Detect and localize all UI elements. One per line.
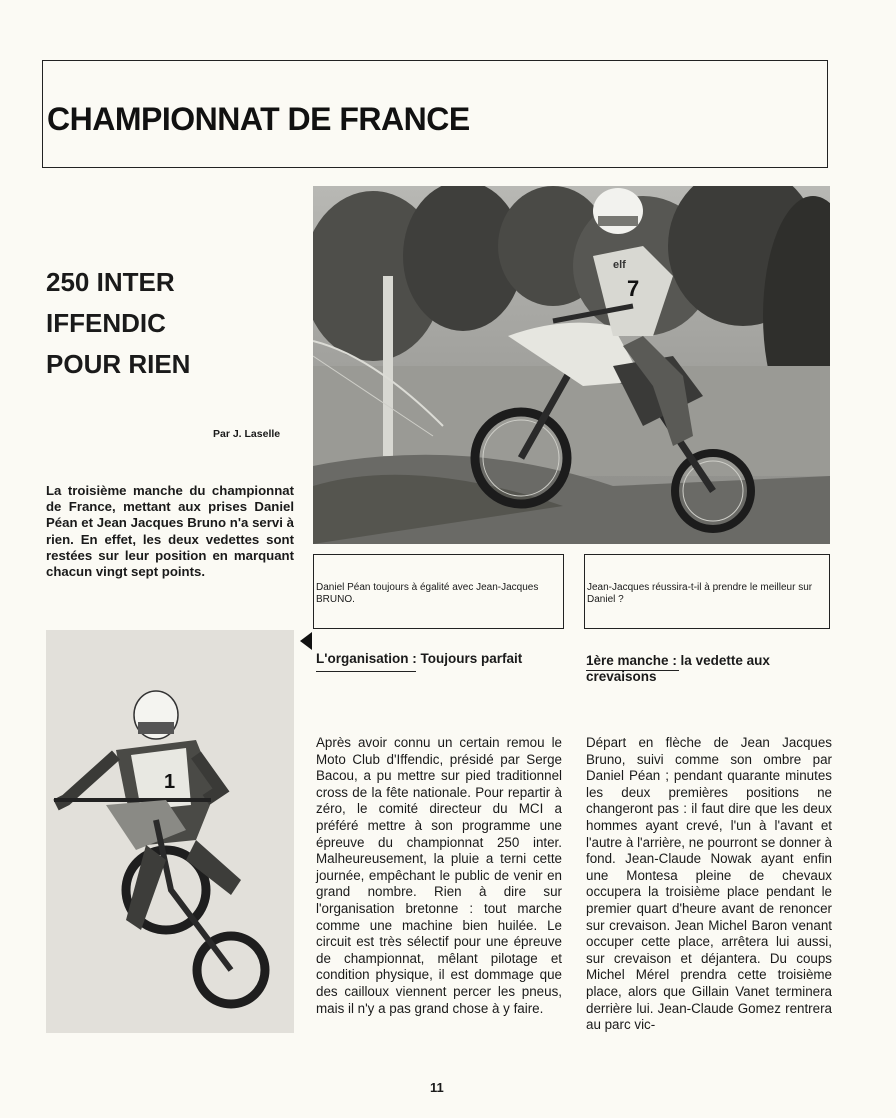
page-number: 11 [430, 1080, 444, 1095]
heading-underline [316, 671, 416, 672]
caption-photo-1 [313, 554, 564, 629]
rider-number-top: 7 [627, 276, 640, 301]
rider-bib-text: elf [613, 259, 626, 271]
headline-line-2: IFFENDIC [46, 308, 166, 338]
intro-paragraph: La troisième manche du championnat de France, mettant aux prises Daniel Péan et Jean Jacques Bruno n'a servi à rien. En effet, les deux vedettes sont restées sur leur position en marquant chacun vingt sept points. [46, 483, 294, 580]
section-heading-manche1-lead: 1ère manche [586, 653, 669, 668]
section-heading-manche1-rest: : la vedette aux crevaisons [586, 653, 770, 684]
byline: Par J. Laselle [213, 428, 281, 440]
caption-1-text: Daniel Péan toujours à égalité avec Jean-Jacques BRUNO. [316, 582, 539, 605]
header-box [42, 60, 828, 168]
photo-rider-jump [313, 186, 830, 544]
caption-2-text: Jean-Jacques réussira-t-il à prendre le meilleur sur Daniel ? [587, 582, 813, 605]
body-text-manche1: Départ en flèche de Jean Jacques Bruno, suivi comme son ombre par Daniel Péan ; pendant quarante minutes les deux premières positions ne changeront pas : il faut dire que les deux hommes ayant crevé, l'un à l'avant et l'autre à l'arrière, ne pourront se donner à fond. Jean-Claude Nowak ayant enfin une Montesa pleine de chevaux occupera la troisième place pendant le premier quart d'heure avant de renoncer sur crevaison. Jean Michel Baron venant occuper cette place, arrêtera lui aussi, sur crevaison et déjantera. Du coups Michel Mérel prendra cette troisième place, alors que Gillain Vanet terminera derrière lui. Jean-Claude Gomez rentrera au parc vic- [586, 735, 832, 1033]
section-heading-organisation-rest: : Toujours parfait [408, 651, 523, 666]
section-heading-organisation [316, 651, 522, 667]
section-heading-manche1 [586, 653, 832, 685]
page-title: CHAMPIONNAT DE FRANCE [47, 101, 470, 137]
body-text-organisation: Après avoir connu un certain remou le Moto Club d'Iffendic, présidé par Serge Bacou, a pu mettre sur pied traditionnel cross de la fête nationale. Pour repartir à zéro, le comité directeur du MCI a préféré mettre à son programme une épreuve du championnat 250 inter. Malheureusement, la pluie a terni cette journée, empêchant le public de venir en grand nombre. Rien à dire sur l'organisation bretonne : tout marche comme une machine bien huilée. Le circuit est très sélectif pour une épreuve de championnat, mêlant pilotage et condition physique, il est dommage que des cailloux viennent percer les pneus, mais il n'y a pas grand chose à y faire. [316, 735, 562, 1016]
section-heading-organisation-lead: L'organisation [316, 651, 409, 666]
arrow-left-icon [300, 632, 312, 650]
headline-line-1: 250 INTER [46, 267, 175, 297]
heading-underline [586, 670, 679, 671]
caption-photo-2 [584, 554, 830, 629]
rider-number-left: 1 [164, 771, 176, 793]
article-headline [46, 262, 190, 385]
headline-line-3: POUR RIEN [46, 349, 191, 379]
photo-rider-leaning [46, 630, 294, 1033]
photo-rider-leaning-illustration [46, 630, 294, 1033]
photo-rider-jump-illustration [313, 186, 830, 544]
